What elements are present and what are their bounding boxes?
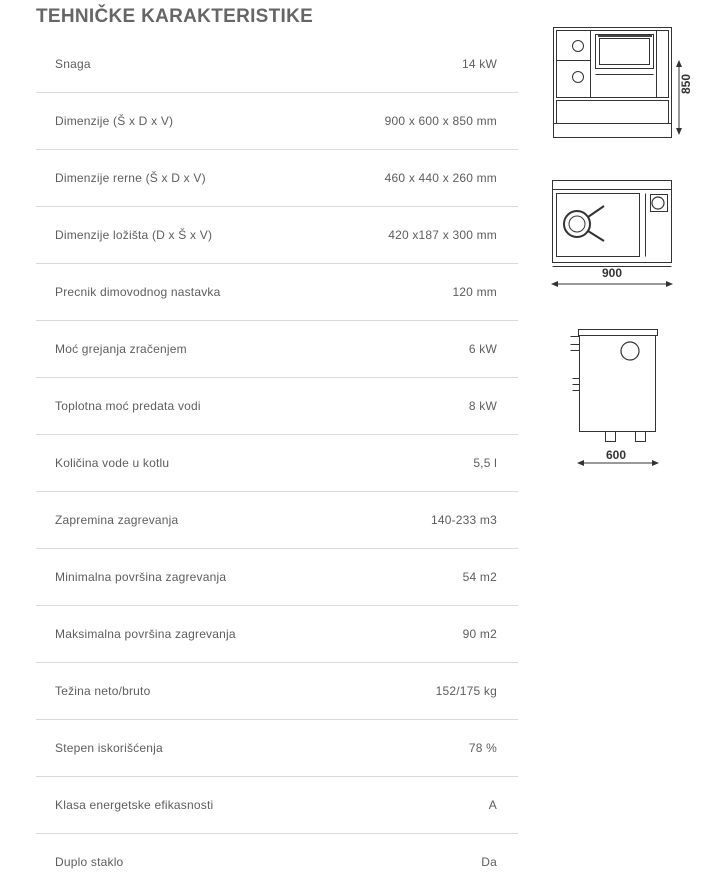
spec-row bbox=[36, 834, 518, 890]
spec-row bbox=[36, 207, 518, 264]
spec-label: Minimalna površina zagrevanja bbox=[55, 570, 227, 584]
spec-value: 120 mm bbox=[452, 285, 497, 299]
spec-row bbox=[36, 150, 518, 207]
spec-value: 152/175 kg bbox=[435, 684, 497, 698]
spec-row bbox=[36, 492, 518, 549]
spec-row bbox=[36, 435, 518, 492]
spec-label: Težina neto/bruto bbox=[55, 684, 151, 698]
spec-value: Da bbox=[481, 855, 497, 869]
spec-label: Moć grejanja zračenjem bbox=[55, 342, 187, 356]
spec-row bbox=[36, 549, 518, 606]
spec-row bbox=[36, 36, 518, 93]
page-title: TEHNIČKE KARAKTERISTIKE bbox=[36, 6, 314, 27]
spec-value: 8 kW bbox=[468, 399, 497, 413]
specs-table bbox=[36, 36, 518, 890]
spec-label: Toplotna moć predata vodi bbox=[55, 399, 201, 413]
stove-top-view-diagram bbox=[548, 176, 680, 292]
spec-label: Zapremina zagrevanja bbox=[55, 513, 179, 527]
spec-value: 54 m2 bbox=[462, 570, 497, 584]
spec-value: 90 m2 bbox=[462, 627, 497, 641]
stove-side-view-diagram bbox=[560, 322, 664, 468]
spec-label: Duplo staklo bbox=[55, 855, 124, 869]
spec-label: Stepen iskorišćenja bbox=[55, 741, 163, 755]
spec-label: Klasa energetske efikasnosti bbox=[55, 798, 214, 812]
width-dimension-label: 900 bbox=[601, 266, 623, 280]
stove-front-view-diagram bbox=[548, 22, 698, 144]
spec-label: Snaga bbox=[55, 57, 91, 71]
spec-value: A bbox=[488, 798, 497, 812]
spec-label: Količina vode u kotlu bbox=[55, 456, 170, 470]
height-dimension-label: 850 bbox=[679, 73, 693, 95]
spec-value: 6 kW bbox=[468, 342, 497, 356]
depth-dimension-label: 600 bbox=[605, 448, 627, 462]
spec-row bbox=[36, 321, 518, 378]
spec-value: 420 x187 x 300 mm bbox=[388, 228, 497, 242]
spec-row bbox=[36, 663, 518, 720]
spec-value: 78 % bbox=[468, 741, 497, 755]
spec-value: 14 kW bbox=[461, 57, 497, 71]
spec-label: Dimenzije rerne (Š x D x V) bbox=[55, 171, 206, 185]
spec-label: Maksimalna površina zagrevanja bbox=[55, 627, 236, 641]
spec-row bbox=[36, 720, 518, 777]
spec-row bbox=[36, 606, 518, 663]
spec-row bbox=[36, 264, 518, 321]
spec-row bbox=[36, 378, 518, 435]
spec-row bbox=[36, 777, 518, 834]
spec-label: Dimenzije ložišta (D x Š x V) bbox=[55, 228, 213, 242]
spec-value: 900 x 600 x 850 mm bbox=[384, 114, 497, 128]
spec-value: 5,5 l bbox=[473, 456, 497, 470]
spec-label: Dimenzije (Š x D x V) bbox=[55, 114, 174, 128]
spec-value: 140-233 m3 bbox=[430, 513, 497, 527]
spec-row bbox=[36, 93, 518, 150]
spec-value: 460 x 440 x 260 mm bbox=[384, 171, 497, 185]
spec-label: Precnik dimovodnog nastavka bbox=[55, 285, 221, 299]
